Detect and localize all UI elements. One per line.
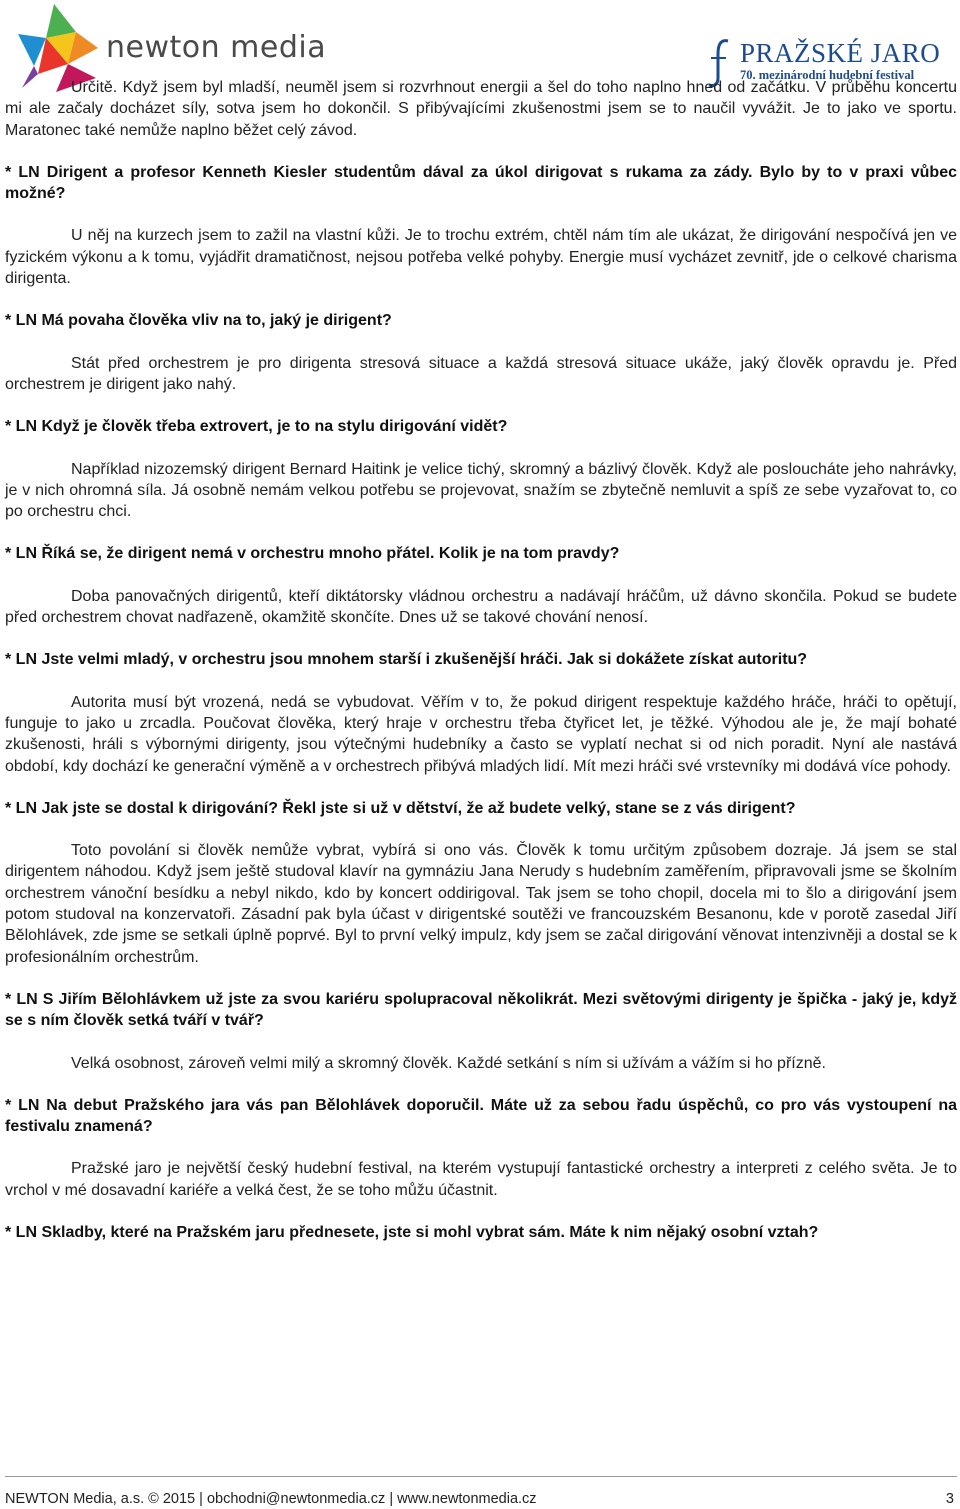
interview-article <box>5 77 957 1264</box>
interview-question: * LN Když je člověk třeba extrovert, je to na stylu dirigování vidět? <box>5 418 508 436</box>
interview-answer: Velká osobnost, zároveň velmi milý a skromný člověk. Každé setkání s ním si užívám a vážím si ho přízně. <box>71 1054 826 1072</box>
interview-question: * LN Říká se, že dirigent nemá v orchestru mnoho přátel. Kolik je na tom pravdy? <box>5 545 620 563</box>
page-footer: NEWTON Media, a.s. © 2015 | obchodni@newtonmedia.cz | www.newtonmedia.cz <box>5 1491 537 1507</box>
interview-answer: Například nizozemský dirigent Bernard Haitink je velice tichý, skromný a bázlivý člověk. Když ale posloucháte jeho nahrávky, je v nich ohromná síla. Já osobně nemám velkou potřebu se projevovat, snažím se zbytečně nemluvit a spíš ze sebe vyzařovat to, co po orchestru chci. <box>5 460 957 521</box>
interview-answer: Pražské jaro je největší český hudební festival, na kterém vystupují fantastické orchestry a interpreti z celého světa. Je to vrchol v mé dosavadní kariéře a velká čest, že se toho můžu účastnit. <box>5 1160 957 1199</box>
interview-answer: Doba panovačných dirigentů, kteří diktátorsky vládnou orchestru a nadávají hráčům, už dávno skončila. Pokud se budete před orchestrem chovat nadřazeně, okamžitě skončíte. Dnes už se takové chování nenosí. <box>5 587 957 627</box>
interview-question: * LN Jste velmi mladý, v orchestru jsou mnohem starší i zkušenější hráči. Jak si dokážete získat autoritu? <box>5 651 808 669</box>
interview-answer: Určitě. Když jsem byl mladší, neuměl jsem si rozvrhnout energii a šel do toho naplno hned od začátku. V průběhu koncertu mi ale začaly docházet síly, sotva jsem ho dokončil. S přibývajícími zkušenostmi jsem se to naučil vyvážit. Je to jako ve sportu. Maratonec také nemůže naplno běžet celý závod. <box>5 79 957 139</box>
interview-answer: U něj na kurzech jsem to zažil na vlastní kůži. Je to trochu extrém, chtěl nám tím ale ukázat, že dirigování nespočívá jen ve fyzickém výkonu a k tomu, vyjádřit dramatičnost, nejsou potřeba velké pohyby. Energie musí vycházet zevnitř, jde o celkové charisma dirigenta. <box>5 227 957 288</box>
newton-media-wordmark: newton media <box>106 30 327 65</box>
prazske-jaro-subtitle: 70. mezinárodní hudební festival <box>740 68 915 82</box>
interview-question: * LN S Jiřím Bělohlávkem už jste za svou kariéru spolupracoval několikrát. Mezi světovými dirigenty je špička - jaký je, když se s ním člověk setká tváří v tvář? <box>5 990 957 1030</box>
interview-question: * LN Má povaha člověka vliv na to, jaký je dirigent? <box>5 312 392 330</box>
interview-question: * LN Dirigent a profesor Kenneth Kiesler studentům dával za úkol dirigovat s rukama za zády. Bylo by to v praxi vůbec možné? <box>5 163 957 203</box>
interview-question: * LN Jak jste se dostal k dirigování? Řekl jste si už v dětství, že až budete velký, stane se z vás dirigent? <box>5 799 796 817</box>
footer-divider <box>5 1476 957 1477</box>
interview-answer: Toto povolání si člověk nemůže vybrat, vybírá si ono vás. Člověk k tomu určitým způsobem dozraje. Já jsem se stal dirigentem náhodou. Když jsem ještě studoval klavír na gymnáziu Jana Nerudy s hudebním zaměřením, připravovali jsme se školním orchestrem vánoční besídku a nebyl nikdo, kdo by koncert oddirigoval. Tak jsem se toho chopil, docela mi to šlo a dirigování jsem potom studoval na konzervatoři. Zásadní pak byla účast v dirigentské soutěži ve francouzském Besanonu, kde v porotě zasedal Jiří Bělohlávek, zde jsme se setkali úplně poprvé. Byl to první velký impulz, kdy jsem se začal dirigování věnovat intenzivněji a dostal se k profesionálním orchestrům. <box>5 842 957 966</box>
interview-question: * LN Na debut Pražského jara vás pan Bělohlávek doporučil. Máte už za sebou řadu úspěchů, co pro vás vystoupení na festivalu znamená? <box>5 1096 957 1136</box>
interview-answer: Autorita musí být vrozená, nedá se vybudovat. Věřím v to, že pokud dirigent respektuje každého hráče, hráči to opětují, funguje to jako u zrcadla. Poučovat člověka, který hraje v orchestru třeba čtyřicet let, je těžké. Výhodou ale je, že mají bohaté zkušenosti, hráli s výbornými dirigenty, jsou výtečnými hudebníky a často se vyplatí nechat si od nich poradit. Nyní ale nastává období, kdy dochází ke generační výměně a v orchestrech přibývá mladých lidí. Mít mezi hráči své vrstevníky mi dodává více pohody. <box>5 693 957 775</box>
interview-answer: Stát před orchestrem je pro dirigenta stresová situace a každá stresová situace ukáže, jaký člověk opravdu je. Před orchestrem je dirigent jako nahý. <box>5 354 957 393</box>
interview-question: * LN Skladby, které na Pražském jaru přednesete, jste si mohl vybrat sám. Máte k nim nějaký osobní vztah? <box>5 1223 819 1241</box>
page-number: 3 <box>945 1491 954 1507</box>
prazske-jaro-title: PRAŽSKÉ JARO <box>740 38 941 68</box>
